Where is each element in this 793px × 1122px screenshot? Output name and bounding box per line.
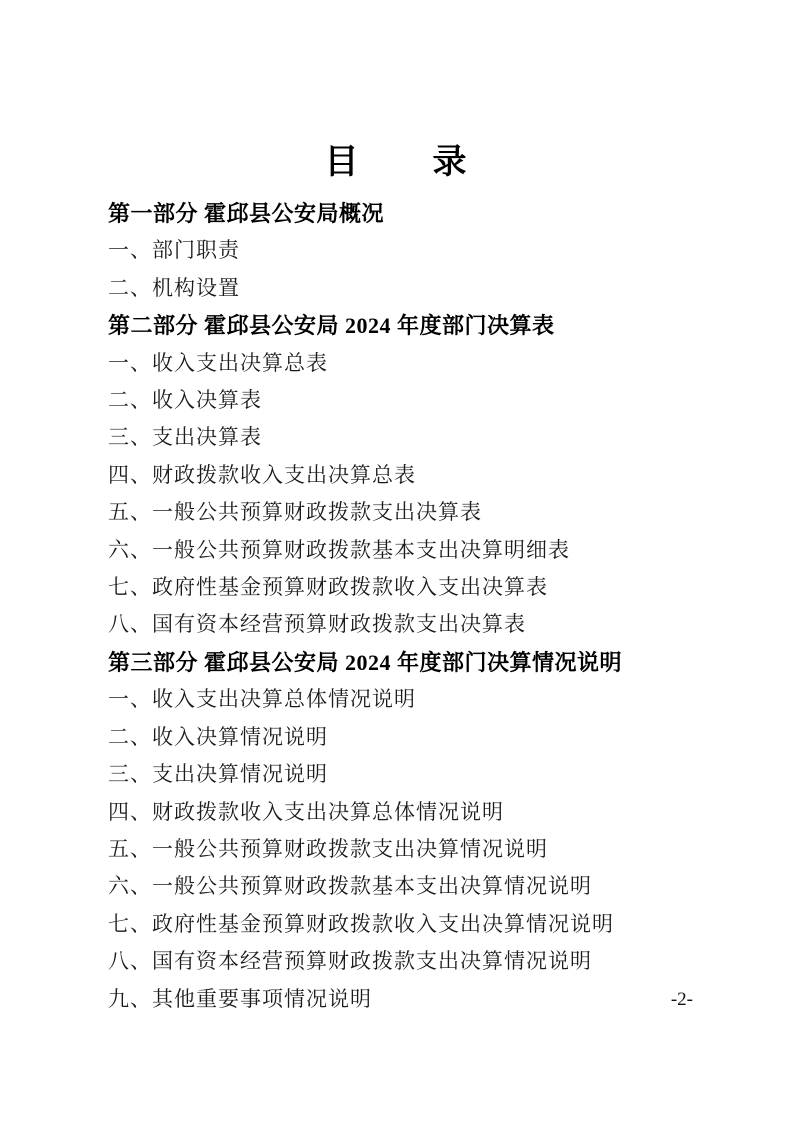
toc-item-part2-5: 五、一般公共预算财政拨款支出决算表 (108, 500, 482, 525)
toc-item-part3-7: 七、政府性基金预算财政拨款收入支出决算情况说明 (108, 911, 614, 936)
toc-section-heading-part1: 第一部分 霍邱县公安局概况 (108, 201, 385, 226)
table-of-contents (108, 195, 703, 1018)
toc-item-part2-1: 一、收入支出决算总表 (108, 350, 328, 375)
toc-section-heading-part3: 第三部分 霍邱县公安局 2024 年度部门决算情况说明 (108, 649, 623, 675)
toc-item-part1-2: 二、机构设置 (108, 275, 240, 300)
toc-item-part3-6: 六、一般公共预算财政拨款基本支出决算情况说明 (108, 874, 592, 899)
toc-item-part2-2: 二、收入决算表 (108, 388, 262, 413)
toc-item-part3-5: 五、一般公共预算财政拨款支出决算情况说明 (108, 836, 548, 861)
toc-item-part2-7: 七、政府性基金预算财政拨款收入支出决算表 (108, 575, 548, 600)
toc-item-part2-6: 六、一般公共预算财政拨款基本支出决算明细表 (108, 537, 570, 562)
toc-item-part2-3: 三、支出决算表 (108, 425, 262, 450)
toc-item-part3-8: 八、国有资本经营预算财政拨款支出决算情况说明 (108, 949, 592, 974)
page-title: 目 录 (324, 143, 469, 181)
toc-item-part3-9: 九、其他重要事项情况说明 (108, 986, 372, 1011)
toc-item-part2-8: 八、国有资本经营预算财政拨款支出决算表 (108, 612, 526, 637)
toc-item-part3-3: 三、支出决算情况说明 (108, 762, 328, 787)
toc-item-part3-1: 一、收入支出决算总体情况说明 (108, 687, 416, 712)
toc-item-part3-2: 二、收入决算情况说明 (108, 724, 328, 749)
toc-item-part3-4: 四、财政拨款收入支出决算总体情况说明 (108, 799, 504, 824)
page-number: -2- (670, 989, 693, 1010)
toc-item-part2-4: 四、财政拨款收入支出决算总表 (108, 462, 416, 487)
toc-item-part1-1: 一、部门职责 (108, 238, 240, 263)
toc-section-heading-part2: 第二部分 霍邱县公安局 2024 年度部门决算表 (108, 313, 555, 339)
